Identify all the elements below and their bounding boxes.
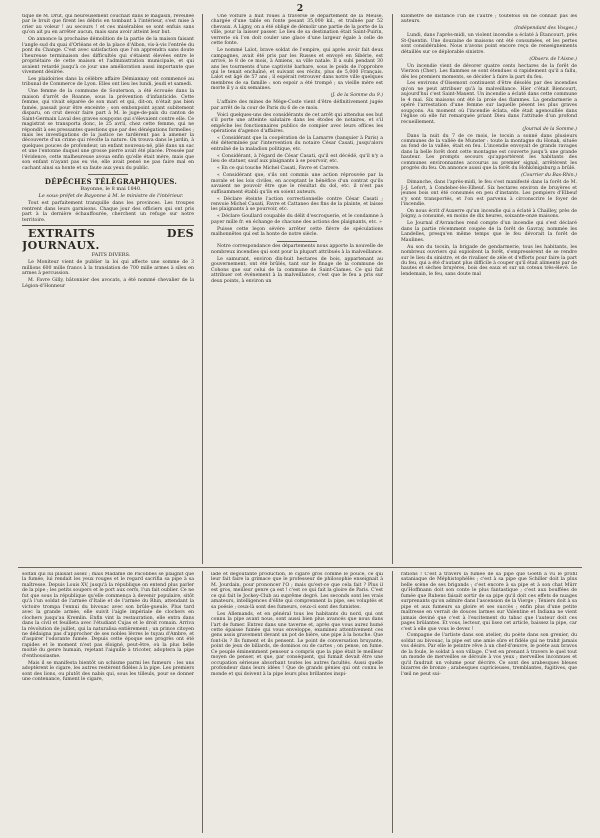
feuilleton-column-2 xyxy=(211,572,383,834)
paragraph: « Considérant que, s'ils ont commis une action réprouvée par la morale et les lois civiles, en acceptant le bénéfice d'un contrat qu'ils savaient ne pouvoir être que le résultat du dol, etc. il n'est pas suffisamment établi qu'ils en soient auteurs. xyxy=(211,173,383,195)
paragraph: Voici quelques-uns des considérants de cet arrêt qui attendus ses but s'il porte une atteinte salutaire dans les étodes de notaires, et s'il empêche les fonctionnaires publics de compier avec leurs offices les opérations d'agence d'affaires. xyxy=(211,112,383,135)
paragraph: Les Allemands, et en général tous les habitants du nord, qui ont connu la pipe avant nous, sont aussi bien plus avancés que nous dans l'art de fumer. Entrez dans une taverne et, après que vous aurez humé cette épaisse fumée qui vous enveloppe, examinez attentivement ces gens assis gravement devant un pot de bière, une pipe à la bouche. Que font-ils ? Ils fument et ils pensent. Le point de conversation bruyante, point de jeux de billards, de dominos ou de cartes ; on pense, on fume. Ce peuple éminemment penseur a compris que la pipe était le meilleur moyen de penser, et que, par conséquent, qui fumait devait être une occupation sérieuse absorbant toutes les autres facultés. Aussi quelle profondeur dans leurs idées ! Que de grands génies qui ont connu le monde et qui doivent à la pipe leurs plus brillantes inspi- xyxy=(211,611,383,677)
paragraph: On nous écrit d'Auxerre qu'un incendie qui a éclaté à Chailley, près de Joigny, a consumé, en moins de dix heures, soixante-onze maisons. xyxy=(401,208,577,220)
paragraph: lade et dégoûtante production, le cigare gros comme le pouce, ce qui leur fait faire la grimace que le professeur de philosophie enseignait à M. Jourdain, pour prononcer l'O ; mais qu'est-ce que cela fait ? Plus il est gros, meilleur genre ça est ! c'est ce qui fait la gloire de Paris. C'est ce qui fait le Jockey-Club au suprême degré. Les seconds sont les vrais amateurs, intelligences d'élite qui comprennent la pipe, ses voluptés et sa poésie ; ceux-là sont des fumeurs, ceux-ci sont des fumistes. xyxy=(211,572,383,610)
paragraph: « Considérant, à l'égard de César Casati, qu'il est décédé, qu'il n'y a lieu de statuer, sauf aux plaignants à se pourvoir, etc. xyxy=(211,153,383,165)
column-2 xyxy=(211,14,383,566)
column-divider xyxy=(392,14,393,564)
paragraph: L'affaire des mines de Mège-Coste vient d'être définitivement jugée par arrêt de la cour de Paris du 6 de ce mois. xyxy=(211,100,383,111)
paragraph: Compagne de l'artiste dans son atelier, du poète dans son grenier, du soldat au bivouac, la pipe est une amie sûre et fidèle qui ne trahit jamais vos désirs. Par elle le peintre rêve à un chef-d'œuvre, le poète aux bravos de la foule, le soldat à son village. C'est en prenant à travers le quel tout un monde de merveilles se déroule à vos yeux ; merveilles inconnues et qu'il faudrait un volume pour décrire. Ce sont des arabesques bleues bizarres de bronze ; arabesques capricieuses, tremblantes, fugitives, que l'œil ne peut sui- xyxy=(401,633,577,677)
paragraph: Le Moniteur vient de publier la loi qui affecte une somme de 3 millions 600 mille francs à la translation de 700 mille armes à silex en armes à percussion. xyxy=(22,260,194,277)
section-heading: DÉPÊCHES TÉLÉGRAPHIQUES. xyxy=(44,176,178,186)
paragraph: Lundi, dans l'après-midi, un violent incendie a éclaté à Étancourt, près St-Quentin. Une douzaine de maisons ont été consumées, et les pertes sont considérables. Nous n'avons point encore reçu de renseignements détaillés sur ce déplorable sinistre. xyxy=(401,33,577,55)
section-subheading: FAITS DIVERS. xyxy=(91,252,131,259)
paragraph: Tout est parfaitement tranquille dans les provinces. Les troupes rentrent dans leurs garnisons. Chaque jour des officiers qui ont pris part à la dernière échauffourée, cherchent un refuge sur notre territoire. xyxy=(22,201,194,223)
paragraph: « Déclare Goullard coupable du délit d'escroquerie, et le condamne à payer mille fr. en échange de chacune des actions des plaignants, etc. » xyxy=(211,214,383,225)
paragraph: Le samurant, environ dix-huit hectares de bois, appartenant au gouvernement, ont été brûlés, tant sur le finage de la commune de Cohons que sur celui de la commune de Saint-Ciames. Ce qui fait attribuer cet événement à la malveillance, c'est que le feu a pris sur deux points, à environ un xyxy=(211,256,383,284)
feuilleton-divider xyxy=(18,567,582,568)
paragraph: On annonce la prochaine démolition de la partie de la maison faisant l'angle sud du quai d'Orléans et de la place d'Albon, vis-à-vis l'entrée du pont du Change. C'est avec satisfaction que l'on apprendra sans doute l'heureuse terminaison des difficultés qui s'étaient élevées entre le propriétaire de cette maison et l'administration municipale, et qui avaient retardé jusqu'à ce jour une amélioration aussi importante que vivement désirée. xyxy=(22,37,194,76)
column-divider xyxy=(202,14,203,564)
paragraph: rations ! C'est à travers la fumée de sa pipe que Goeth a vu le profil sataniaque de Méphistophélès ; c'est à sa pipe que Schiller doit la plus belle scène de ses brigands ; c'est encore à sa pipe et à son chat Mürr qu'Hoffmann doit son conte le plus fantastique ; c'est aux bouffées de fumée que Rubens faisait sortir de sa pipe qu'il doit ces effets de nuages surprenants qu'on admire dans l'ascension de la Vierge ; Téniers doit à sa pipe et aux fumeurs sa gloire et ses succès ; enfin plus d'une petite maîtresse en verrait de douces larmes sur Valentine et Indiana ne vient jamais deviné que c'est à l'excitement du tabac que l'auteur doit ces pages brûlantes. Et vous, lecteur, qui lisez cet article, baissez la pipe, car c'est à elle que vous le devez ! xyxy=(401,572,577,632)
paragraph: Puisse cette leçon sévère arrêter cette fièvre de spéculations malhonnêtes qui est la honte de notre siècle. xyxy=(211,226,383,238)
separator xyxy=(277,241,317,242)
paragraph: Les environs d'Oisemont continuent d'être désolés par des incendies qu'on ne peut attribuer qu'à la malveillance. Hier c'était Biencourt, aujourd'hui c'est Saint-Maxent. Un incendie a éclaté dans cette commune le 4 mai. Six maisons ont été la proie des flammes. La gendarmerie a opéré l'arrestation d'une femme sur laquelle pèsent les plus graves soupçons. Au moment où l'incendie éclata, elle était agenouillée dans l'église où elle fut remarquée priant Dieu dans l'attitude d'un profond recueillement. xyxy=(401,81,577,125)
paragraph: Dimanche, dans l'après-midi, le feu s'est manifesté dans la forêt de M. J.-J. Lefort, à Condebec-lès-Elbeuf. Six hectares environ de bruyères et jeunes bois ont été consumés en peu d'instants. Les pompiers d'Elbeuf s'y sont transportés, et l'on est parvenu à circonscrire le foyer de l'incendie. xyxy=(401,180,577,207)
source-attribution: (Journal de la Somme.) xyxy=(522,126,577,132)
column-3 xyxy=(401,14,577,566)
paragraph: Notre correspondance des départements nous apporte la nouvelle de nombreux incendies qui sont pour la plupart attribués à la malveillance. xyxy=(211,244,383,255)
paragraph: kilomètre de distance l'un de l'autre ; toutefois on ne connaît pas les auteurs. xyxy=(401,14,577,25)
source-attribution: (Observ. de l'Aisne.) xyxy=(529,56,577,62)
paragraph: tique de M. Drut, qui heureusement couchait dans le magasin, réveillée par le bruit que firent les débris en tombant à l'intérieur, s'est mise à crier au voleur ! au secours ! et ces misérables se sont enfuis sans qu'on ait pu en arrêter aucun, mais sans avoir atteint leur but. xyxy=(22,14,194,36)
column-1 xyxy=(22,14,194,566)
paragraph: Le Journal d'Avranches rend compte d'un incendie qui s'est déclaré dans la partie récemment coupée de la forêt de Gavray, nommée les Landelles, presqu'en même temps que le feu dévorait la forêt de Maulines. xyxy=(401,221,577,243)
column-divider xyxy=(202,571,203,833)
paragraph: Dans la nuit du 7 de ce mois, le tocsin a sonné dans plusieurs communes de la vallée de Munster : toute la montagne du Honak, située au fond de la vallée, était en feu. L'incendie envoyait de grands ravages dans la belle forêt dont cette montagne est couverte jusqu'à une grande hauteur. Les prompts secours qu'apportèrent les habitants des communes environnantes accourus au premier signal, arrêtèrent les progrès du feu. On annonce aussi que la forêt du Hohkönigsburg a brûlé. xyxy=(401,133,577,172)
paragraph: « Considérant que la coopération de la Lamarre (banquier à Paris) a été déterminée par l'intervention du notaire César Casati, jusqu'alors entraîné de la maladion politique, etc. xyxy=(211,136,383,152)
paragraph: Mais il se manifesta bientôt un schisme parmi les fumeurs : les uns adoptèrent le cigare, les autres restèrent fidèles à la pipe. Les premiers sont des lions, ou plutôt des nabis qui, sous les tilleuls, pour se donner une contenance, fument le cigare, xyxy=(22,660,194,683)
paragraph: Au son du tocsin, la brigade de gendarmerie, tous les habitants, les nombreux ouvriers qui exploitent la forêt, s'empressèrent de se rendre sur le lieu du sinistre, et de rivaliser de zèle et d'efforts pour faire la part du feu, qui a été d'autant plus difficile à couper qu'il était alimenté par de hautes et sèches bruyères, bois des eaux et sur un coteau très-élevé. Le lendemain, le feu, sans doute mal xyxy=(401,244,577,277)
dispatch-date: Bayonne, le 8 mai 1840. xyxy=(80,186,142,193)
feuilleton-column-1 xyxy=(22,572,194,834)
source-attribution: (Courrier du Bas-Rhin.) xyxy=(521,173,577,179)
paragraph: Un incendie vient de dévorer quatre cents hectares de la forêt de Vierzon (Cher). Les flammes se sont étendues si rapidement qu'il a fallu, dès les premiers moments, se décider à faire la part du feu. xyxy=(401,63,577,80)
separator xyxy=(22,225,194,226)
paragraph: soltan qui lui plaisait assez ; mais Madame de Pacobbes se plaignit que la fumée, lui rendait les yeux rouges et le regard sacrifia sa pipe à sa maîtresse. Depuis Louis XV, jusqu'à la république on entend plus parler de la pipe ; les petits soupers et le port aux cerfs, l'un fait oublier. Ce ne fut que sous la république qu'elle commença à devenir populaire, sitôt qu'à l'un soldat de l'armée d'Italie et de l'armée du Rhin, attendant la victoire trompa l'ennui du bivouac avec son brûle-gueule. Plus tard avec la grande armée, elle suivit l'aigle impériale de clochers en clochers jusqu'au Kremlin. Enfin vint la restauration, elle entra dans dans la civil et feuilleta avec l'étudiant Cujas et le droit romain. Arriva la révolution de juillet, qui la naturalisa entièrement ; un prince citoyen ne dédaigna pas d'approcher de ses nobles lèvres le tuyau d'Ambre, et d'aspirer l'odorante fumée. Depuis cette époque ses progrès ont été rapides et le moment n'est pas éloigné, peut-être, où la plus belle moitié du genre humain, rejetant l'aiguille à tricoter, adoptera la pipe d'enthousiasme. xyxy=(22,572,194,659)
paragraph: Le nommé Lalot, brave soldat de l'empire, qui après avoir fait deux campagnes, avait été pris par les Russes et envoyé en Sibérie, est arrivé, le 8 de ce mois, à Amiens, sa ville natale. Il a subi pendant 30 ans les tourments d'une captivité barbare, sous le poids de l'opprobre qui le tenait enchaîné, et suivant ses récits, plus de 5,000 Français. Lalot est âgé de 57 ans ; il espérait retrouver dans notre ville quelques membres de sa famille : son espoir a été trompé ; sa vieille mère est morte il y a six semaines. xyxy=(211,48,383,92)
source-attribution: (Indépendant des Vosges.) xyxy=(514,26,577,32)
dispatch-sender: Le sous-préfet de Bayonne à M. le ministre de l'intérieur. xyxy=(38,193,184,200)
page-number: 2 xyxy=(296,4,304,14)
section-heading: EXTRAITS DES JOURNAUX. xyxy=(22,226,194,252)
paragraph: « Déclare éteinte l'action correctionnelle contre César Casati ; renvoie Michel Casati, Favre et Cattaneo des fins de la plainte, et laisse les plaignants à se pourvoir, etc. xyxy=(211,196,383,213)
source-attribution: (J. de la Somme du 9.) xyxy=(330,93,383,99)
paragraph: Une voiture à huit roues a traversé le département de la Meuse, chargée d'une table en fonte pesant 35,000 kil., et traînée par 52 chevaux. A Ligny, on a été obligé de démolir une partie de la porte de la ville, pour la laisser passer. Le lieu de sa destination était Saint-Puirin, verrerie où l'on doit couler une glace d'une largeur égale à celle de cette fonte. xyxy=(211,14,383,47)
feuilleton-column-3 xyxy=(401,572,577,834)
separator xyxy=(88,174,128,175)
column-divider xyxy=(392,571,393,833)
paragraph: Une femme de la commune de Souternon, a été écrouée dans la maison d'arrêt de Roanne, sous la prévention d'infanticide. Cette femme, qui vivait séparée de son mari et qui, dit-on, n'était pas bien famée, passait pour être enceinte ; son embonpoint ayant subitement disparu, on crut devoir faire part à M. le juge-de-paix du canton de Saint-Germain Laval des graves soupçons qui s'élevaient contre elle. Ce magistrat se transporta donc, le 25 avril, chez cette femme, qui ne répondit à ses pressantes questions que par des dénégations formelles ; mais les investigations de la justice ne tardèrent pas à amener la découverte d'un crime qui révolte la nature. On trouva dans le jardin, à quelques pouces de profondeur, un enfant nouveau-né, plié dans un sac et une l'entonne duquel une grosse pierre avait été placée. Pressée par l'évidence, cette malheureuse avoua enfin qu'elle était mère, mais que son enfant n'ayant pas eu vie, elle avait pensé ne pas faire mal en cachant ainsi sa honte et sa faute aux yeux du public. xyxy=(22,89,194,171)
paragraph: M. Favre Gilly, bâtonnier des avocats, a été nommé chevalier de la Légion-d'Honneur xyxy=(22,278,194,289)
paragraph: « En ce qui touche Michel Casati, Favre et Carrere. xyxy=(217,166,340,172)
paragraph: Les plaidoiries dans la célèbre affaire Démiannay ont commencé au tribunal de Commerce de Lyon. Elles ont lieu les lundi, jeudi et samedi. xyxy=(22,76,194,88)
